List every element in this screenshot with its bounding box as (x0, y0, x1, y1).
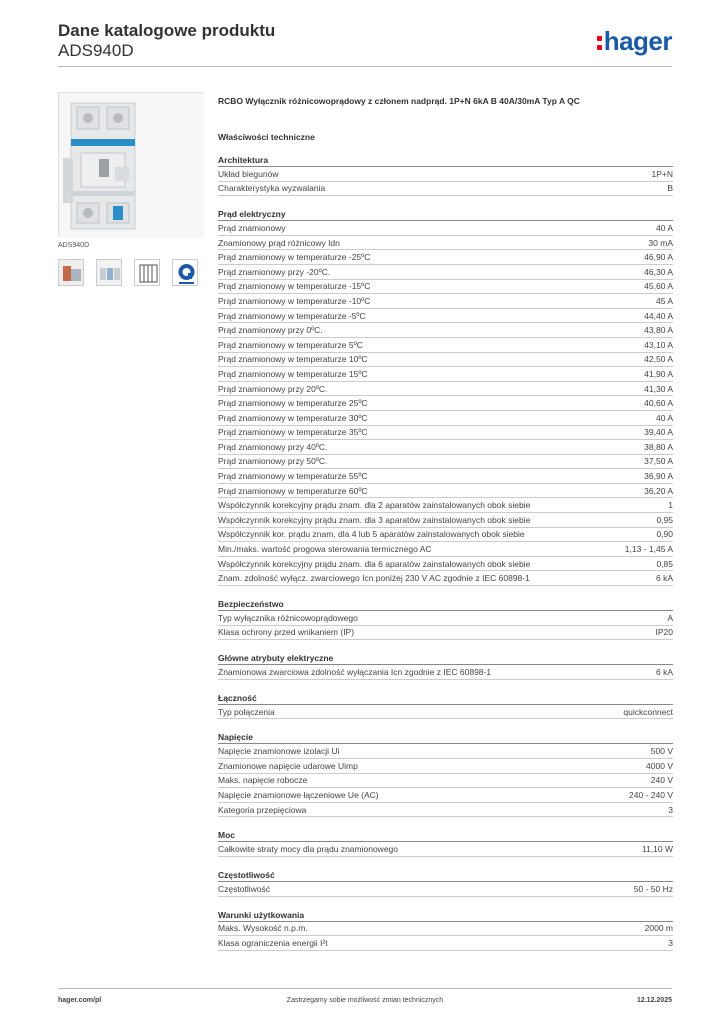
spec-label: Układ biegunów (218, 168, 279, 179)
spec-row (218, 182, 673, 197)
spec-value: 41,90 A (644, 368, 673, 379)
spec-row (218, 426, 673, 441)
footer-divider (58, 988, 672, 989)
spec-label: Znamionowa zwarciowa zdolność wyłączania Icn zgodnie z IEC 60898-1 (218, 667, 492, 678)
spec-row (218, 323, 673, 338)
spec-value: 3 (668, 804, 673, 815)
spec-label: Typ połączenia (218, 706, 275, 717)
spec-value: 1,13 - 1,45 A (624, 544, 673, 555)
spec-label: Prąd znamionowy w temperaturze 15ºC (218, 368, 368, 379)
spec-value: 46,30 A (644, 266, 673, 277)
section-title: Główne atrybuty elektryczne (218, 653, 673, 665)
spec-row (218, 626, 673, 641)
spec-label: Znamionowy prąd różnicowy Idn (218, 237, 340, 248)
property-sections (218, 155, 673, 951)
footer-website[interactable]: hager.com/pl (58, 997, 102, 1004)
spec-value: B (667, 183, 673, 194)
spec-section (218, 653, 673, 680)
header-divider (58, 66, 672, 67)
thumbnail-strip (58, 259, 198, 286)
spec-row (218, 469, 673, 484)
spec-value: 37,50 A (644, 456, 673, 467)
spec-value: 1P+N (651, 168, 673, 179)
spec-row (218, 498, 673, 513)
product-media (58, 92, 198, 286)
spec-label: Prąd znamionowy w temperaturze -10ºC (218, 295, 371, 306)
spec-label: Prąd znamionowy przy 50ºC. (218, 456, 328, 467)
spec-label: Klasa ograniczenia energii I²t (218, 937, 328, 948)
spec-row (218, 744, 673, 759)
document-header (58, 21, 275, 61)
spec-label: Klasa ochrony przed wnikaniem (IP) (218, 627, 355, 638)
logo-text: hager (603, 26, 672, 56)
spec-section (218, 209, 673, 586)
footer-disclaimer: Zastrzegamy sobie możliwość zmian technicznych (286, 997, 444, 1004)
product-code: ADS940D (58, 41, 134, 60)
section-title: Moc (218, 830, 673, 842)
thumbnail-drawing[interactable] (134, 259, 160, 286)
spec-value: 2000 m (644, 923, 673, 934)
spec-value: 6 kA (655, 667, 673, 678)
spec-label: Prąd znamionowy w temperaturze 35ºC (218, 427, 368, 438)
spec-value: 500 V (650, 746, 673, 757)
properties-heading: Właściwości techniczne (218, 132, 315, 142)
spec-section (218, 155, 673, 196)
spec-label: Częstotliwość (218, 883, 270, 894)
thumbnail-photo[interactable] (58, 259, 84, 286)
spec-row (218, 353, 673, 368)
spec-row (218, 265, 673, 280)
product-image (58, 92, 203, 237)
spec-value: 38,80 A (644, 441, 673, 452)
spec-section (218, 732, 673, 817)
footer-date: 12.12.2025 (636, 997, 672, 1004)
spec-value: 46,90 A (644, 252, 673, 263)
spec-value: 40,60 A (644, 398, 673, 409)
page-title: Dane katalogowe produktu (58, 21, 276, 40)
spec-row (218, 294, 673, 309)
spec-section (218, 910, 673, 951)
spec-row (218, 557, 673, 572)
spec-section (218, 599, 673, 640)
spec-row (218, 803, 673, 818)
spec-value: 30 mA (648, 237, 673, 248)
section-title: Łączność (218, 693, 673, 705)
spec-label: Napięcie znamionowe izolacji Ui (218, 746, 340, 757)
spec-label: Prąd znamionowy w temperaturze 5ºC (218, 339, 363, 350)
spec-label: Prąd znamionowy przy 40ºC. (218, 441, 328, 452)
section-title: Częstotliwość (218, 870, 673, 882)
spec-value: 39,40 A (644, 427, 673, 438)
spec-value: 4000 V (646, 760, 673, 771)
section-title: Napięcie (218, 732, 673, 744)
section-title: Warunki użytkowania (218, 910, 673, 922)
spec-row (218, 774, 673, 789)
thumbnail-quickconnect-logo[interactable] (172, 259, 198, 286)
spec-row (218, 280, 673, 295)
spec-section (218, 693, 673, 720)
spec-row (218, 528, 673, 543)
spec-row (218, 882, 673, 897)
spec-label: Znamionowe napięcie udarowe Uimp (218, 760, 358, 771)
spec-value: 3 (668, 937, 673, 948)
hager-logo (597, 26, 672, 56)
section-title: Architektura (218, 155, 673, 167)
spec-row (218, 571, 673, 586)
spec-value: 36,20 A (644, 485, 673, 496)
spec-row (218, 236, 673, 251)
spec-label: Prąd znamionowy w temperaturze 60ºC (218, 485, 368, 496)
spec-label: Prąd znamionowy (218, 222, 286, 233)
spec-value: 41,30 A (644, 383, 673, 394)
spec-value: 6 kA (655, 573, 673, 584)
spec-label: Prąd znamionowy w temperaturze 30ºC (218, 412, 368, 423)
spec-value: 40 A (655, 412, 673, 423)
spec-label: Typ wyłącznika różnicowoprądowego (218, 612, 358, 623)
thumbnail-installation[interactable] (96, 259, 122, 286)
spec-value: 44,40 A (644, 310, 673, 321)
spec-row (218, 382, 673, 397)
spec-row (218, 922, 673, 937)
spec-value: 0,90 (656, 529, 673, 540)
spec-value: quickconnect (623, 706, 673, 717)
spec-row (218, 513, 673, 528)
spec-row (218, 665, 673, 680)
spec-value: 45 A (655, 295, 673, 306)
spec-label: Prąd znamionowy przy 20ºC. (218, 383, 328, 394)
section-title: Prąd elektryczny (218, 209, 673, 221)
spec-section (218, 870, 673, 897)
spec-row (218, 455, 673, 470)
spec-label: Prąd znamionowy w temperaturze -25ºC (218, 252, 371, 263)
spec-value: 36,90 A (644, 471, 673, 482)
spec-value: 240 V (650, 775, 673, 786)
spec-value: 50 - 50 Hz (633, 883, 673, 894)
spec-row (218, 367, 673, 382)
spec-row (218, 542, 673, 557)
spec-value: A (667, 612, 673, 623)
technical-data (218, 96, 673, 951)
spec-label: Znam. zdolność wyłącz. zwarciowego Icn poniżej 230 V AC zgodnie z IEC 60898-1 (218, 573, 530, 584)
spec-label: Prąd znamionowy w temperaturze -5ºC (218, 310, 366, 321)
spec-row (218, 396, 673, 411)
spec-label: Prąd znamionowy przy -20ºC. (218, 266, 331, 277)
logo-dots-icon (597, 32, 603, 52)
spec-row (218, 788, 673, 803)
spec-value: 43,10 A (644, 339, 673, 350)
spec-value: 40 A (655, 222, 673, 233)
spec-value: 45,60 A (644, 281, 673, 292)
spec-label: Charakterystyka wyzwalania (218, 183, 326, 194)
spec-row (218, 936, 673, 951)
spec-label: Prąd znamionowy w temperaturze -15ºC (218, 281, 371, 292)
spec-label: Prąd znamionowy przy 0ºC. (218, 325, 323, 336)
spec-row (218, 309, 673, 324)
spec-row (218, 411, 673, 426)
spec-label: Kategoria przepięciowa (218, 804, 307, 815)
spec-row (218, 611, 673, 626)
spec-label: Współczynnik korekcyjny prądu znam. dla 2 aparatów zainstalowanych obok siebie (218, 500, 531, 511)
spec-value: 1 (668, 500, 673, 511)
spec-label: Prąd znamionowy w temperaturze 25ºC (218, 398, 368, 409)
spec-label: Współczynnik korekcyjny prądu znam. dla 3 aparatów zainstalowanych obok siebie (218, 514, 531, 525)
spec-row (218, 221, 673, 236)
spec-label: Maks. napięcie robocze (218, 775, 308, 786)
spec-value: 11,10 W (641, 844, 673, 855)
spec-value: 43,80 A (644, 325, 673, 336)
spec-label: Maks. Wysokość n.p.m. (218, 923, 308, 934)
spec-label: Współczynnik korekcyjny prądu znam. dla 6 aparatów zainstalowanych obok siebie (218, 558, 531, 569)
spec-label: Min./maks. wartość progowa sterowania termicznego AC (218, 544, 432, 555)
spec-value: 240 - 240 V (629, 789, 673, 800)
spec-row (218, 250, 673, 265)
spec-section (218, 830, 673, 857)
spec-value: IP20 (655, 627, 673, 638)
spec-row (218, 440, 673, 455)
spec-label: Współczynnik kor. prądu znam. dla 4 lub 5 aparatów zainstalowanych obok siebie (218, 529, 525, 540)
section-title: Bezpieczeństwo (218, 599, 673, 611)
image-caption: ADS940D (58, 242, 90, 249)
product-description: RCBO Wyłącznik różnicowoprądowy z członem nadprąd. 1P+N 6kA B 40A/30mA Typ A QC (218, 96, 580, 106)
spec-row (218, 167, 673, 182)
spec-row (218, 484, 673, 499)
spec-label: Całkowite straty mocy dla prądu znamionowego (218, 844, 399, 855)
spec-value: 0,95 (656, 514, 673, 525)
spec-label: Prąd znamionowy w temperaturze 55ºC (218, 471, 368, 482)
spec-row (218, 705, 673, 720)
spec-label: Napięcie znamionowe łączeniowe Ue (AC) (218, 789, 379, 800)
spec-label: Prąd znamionowy w temperaturze 10ºC (218, 354, 368, 365)
spec-row (218, 759, 673, 774)
spec-row (218, 338, 673, 353)
spec-value: 0,85 (656, 558, 673, 569)
spec-row (218, 842, 673, 857)
spec-value: 42,50 A (644, 354, 673, 365)
